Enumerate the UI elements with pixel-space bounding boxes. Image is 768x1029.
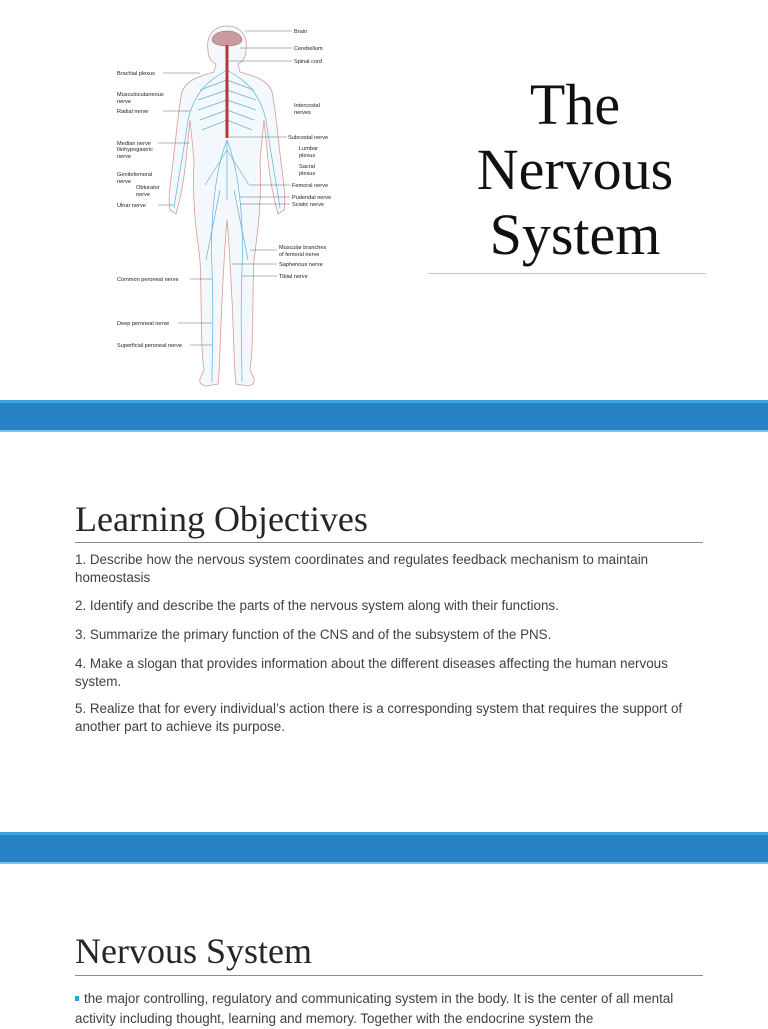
diagram-label: Subcostal nerve [288,135,329,141]
diagram-label: nerve [136,192,150,198]
bullet-icon [75,996,79,1001]
bullet-item [75,989,715,1029]
objective-item: 5. Realize that for every individual’s action there is a corresponding system that requires the support of another part to achieve its purpose. [75,701,683,734]
diagram-label: Tibial nerve [279,274,308,280]
diagram-label: Pudendal nerve [292,195,332,201]
slide-separator-bar [0,832,768,864]
diagram-label: Cerebellum [294,46,323,52]
bullet-text: the major controlling, regulatory and communicating system in the body. It is the center of all mental activity including thought, learning and memory. Together with the endocrine system the [75,991,674,1026]
diagram-label: Intercostal [294,103,320,109]
diagram-label: Ulnar nerve [117,203,146,209]
title-line-3: System [489,202,661,267]
right-labels [279,29,331,280]
diagram-label: Muscular branches [279,245,327,251]
diagram-label: plexus [299,153,316,159]
brain [212,31,242,46]
slide-heading: Nervous System [75,931,312,971]
slide-heading: Learning Objectives [75,499,368,539]
diagram-label: Deep peroneal nerve [117,321,170,327]
diagram-label: Spinal cord [294,59,322,65]
diagram-label: Common peroneal nerve [117,277,179,283]
diagram-label: Superficial peroneal nerve [117,343,182,349]
diagram-label: of femoral nerve [279,252,320,258]
diagram-label: Sacral [299,164,315,170]
objective-item: 4. Make a slogan that provides information about the different diseases affecting the human nervous system. [75,656,668,689]
diagram-label: nerve [117,179,131,185]
diagram-label: nerve [117,154,131,160]
diagram-label: Musculocutaneous [117,92,164,98]
diagram-label: Sciatic nerve [292,202,325,208]
diagram-label: Obturator [136,185,160,191]
diagram-label: Median nerve [117,141,151,147]
heading-divider [75,542,703,543]
spinal-cord [226,45,229,138]
diagram-label: Radial nerve [117,109,149,115]
diagram-label: Lumbar [299,146,318,152]
diagram-label: nerve [117,99,131,105]
objective-item: 2. Identify and describe the parts of the nervous system along with their functions. [75,598,559,613]
diagram-label: nerves [294,110,311,116]
objective-item: 1. Describe how the nervous system coordinates and regulates feedback mechanism to maintain homeostasis [75,552,649,585]
heading-divider [75,975,703,976]
diagram-label: plexus [299,171,316,177]
slide-separator-bar [0,400,768,432]
objective-item: 3. Summarize the primary function of the CNS and of the subsystem of the PNS. [75,627,552,642]
nervous-system-diagram [100,20,380,395]
title-line-2: Nervous [476,137,674,202]
title-line-1: The [529,72,621,137]
slide-title-text [445,72,705,267]
diagram-label: Brain [294,29,308,35]
diagram-label: Saphenous nerve [279,262,323,268]
title-divider [428,273,706,274]
diagram-label: Genitofemoral [117,172,153,178]
diagram-label: Iliohypogastric [117,147,153,153]
diagram-label: Brachial plexus [117,71,155,77]
diagram-label: Femoral nerve [292,183,329,189]
